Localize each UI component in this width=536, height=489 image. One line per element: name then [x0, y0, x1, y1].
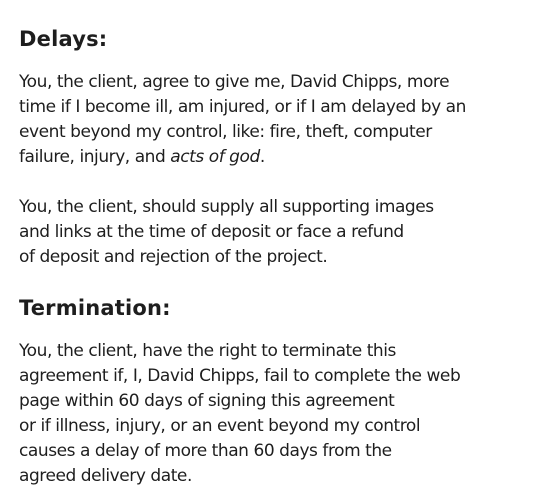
text-line: and links at the time of deposit or face a refund	[19, 222, 404, 242]
text-line: causes a delay of more than 60 days from the	[19, 441, 392, 461]
text-line: You, the client, agree to give me, David Chipps, more	[19, 72, 450, 92]
termination-heading: Termination:	[19, 296, 171, 320]
text-line: agreement if, I, David Chipps, fail to complete the web	[19, 366, 461, 386]
text-line	[19, 145, 466, 170]
delays-paragraph-1	[19, 70, 466, 170]
delays-heading: Delays:	[19, 27, 108, 51]
text-fragment: failure, injury, and	[19, 147, 171, 167]
emphasis-text: acts of god	[170, 147, 260, 167]
text-line: You, the client, should supply all supporting images	[19, 197, 434, 217]
termination-paragraph	[19, 339, 460, 489]
text-line: You, the client, have the right to terminate this	[19, 341, 396, 361]
text-line: page within 60 days of signing this agreement	[19, 391, 395, 411]
text-fragment: .	[259, 147, 265, 167]
delays-paragraph-2	[19, 195, 434, 270]
text-line: agreed delivery date.	[19, 466, 192, 486]
text-line: time if I become ill, am injured, or if I am delayed by an	[19, 97, 466, 117]
text-line: event beyond my control, like: fire, theft, computer	[19, 122, 432, 142]
text-line: or if illness, injury, or an event beyond my control	[19, 416, 421, 436]
text-line: of deposit and rejection of the project.	[19, 247, 328, 267]
